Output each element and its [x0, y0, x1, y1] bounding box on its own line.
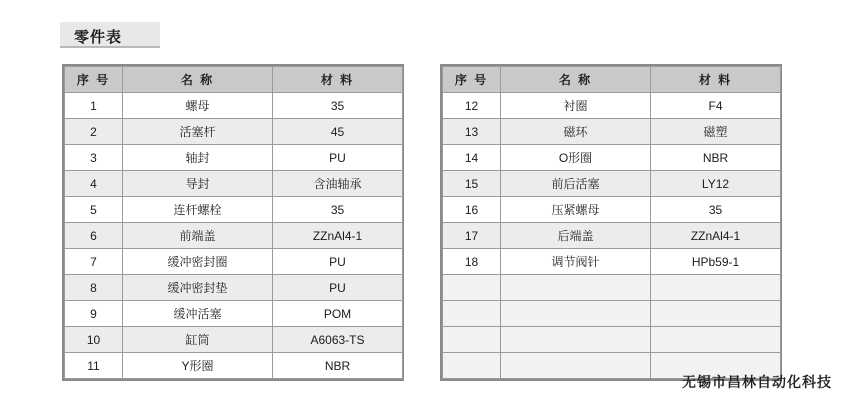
cell-material: PU: [273, 249, 403, 275]
cell-name: 导封: [123, 171, 273, 197]
cell-material: F4: [651, 93, 781, 119]
cell-material: LY12: [651, 171, 781, 197]
cell-no: 2: [65, 119, 123, 145]
parts-table-left: [64, 66, 403, 379]
cell-name: 轴封: [123, 145, 273, 171]
cell-no: [443, 353, 501, 379]
cell-no: 1: [65, 93, 123, 119]
cell-name: 后端盖: [501, 223, 651, 249]
cell-name: 前端盖: [123, 223, 273, 249]
cell-name: 缓冲密封圈: [123, 249, 273, 275]
cell-no: 4: [65, 171, 123, 197]
cell-material: PU: [273, 145, 403, 171]
cell-no: 13: [443, 119, 501, 145]
cell-material: 含油轴承: [273, 171, 403, 197]
table-row: [443, 93, 781, 119]
table-row: [65, 171, 403, 197]
cell-name: 压紧螺母: [501, 197, 651, 223]
cell-material: POM: [273, 301, 403, 327]
column-header-material: 材 料: [273, 67, 403, 93]
column-header-name: 名 称: [501, 67, 651, 93]
table-row: [65, 275, 403, 301]
cell-no: 14: [443, 145, 501, 171]
table-row: [443, 301, 781, 327]
cell-name: 连杆螺栓: [123, 197, 273, 223]
cell-no: [443, 301, 501, 327]
table-row: [65, 249, 403, 275]
table-row: [65, 301, 403, 327]
table-row: [65, 119, 403, 145]
cell-no: 17: [443, 223, 501, 249]
company-footer: 无锡市昌林自动化科技: [682, 374, 832, 390]
cell-material: 35: [273, 93, 403, 119]
cell-no: 16: [443, 197, 501, 223]
cell-name: [501, 301, 651, 327]
table-row: [443, 197, 781, 223]
cell-name: 缓冲活塞: [123, 301, 273, 327]
cell-no: 3: [65, 145, 123, 171]
cell-material: 35: [273, 197, 403, 223]
cell-no: 15: [443, 171, 501, 197]
cell-name: [501, 275, 651, 301]
cell-name: 前后活塞: [501, 171, 651, 197]
cell-material: 35: [651, 197, 781, 223]
cell-material: A6063-TS: [273, 327, 403, 353]
column-header-no: 序 号: [65, 67, 123, 93]
cell-material: HPb59-1: [651, 249, 781, 275]
table-row: [65, 327, 403, 353]
page-title: 零件表: [74, 29, 123, 46]
table-row: [443, 249, 781, 275]
cell-material: [651, 327, 781, 353]
table-row: [65, 223, 403, 249]
cell-name: O形圈: [501, 145, 651, 171]
table-row: [443, 119, 781, 145]
cell-no: 18: [443, 249, 501, 275]
cell-no: 6: [65, 223, 123, 249]
cell-name: [501, 327, 651, 353]
table-row: [443, 275, 781, 301]
cell-no: [443, 275, 501, 301]
column-header-no: 序 号: [443, 67, 501, 93]
table-row: [65, 145, 403, 171]
table-row: [443, 223, 781, 249]
cell-name: 缸筒: [123, 327, 273, 353]
table-header-row: [65, 67, 403, 93]
cell-material: NBR: [651, 145, 781, 171]
cell-name: 磁环: [501, 119, 651, 145]
cell-material: 磁塑: [651, 119, 781, 145]
cell-name: Y形圈: [123, 353, 273, 379]
cell-name: 衬圈: [501, 93, 651, 119]
cell-name: [501, 353, 651, 379]
parts-table-left-container: [62, 64, 404, 381]
parts-table-right: [442, 66, 781, 379]
column-header-name: 名 称: [123, 67, 273, 93]
table-row: [443, 171, 781, 197]
cell-material: ZZnAl4-1: [273, 223, 403, 249]
cell-material: PU: [273, 275, 403, 301]
cell-name: 螺母: [123, 93, 273, 119]
cell-no: 8: [65, 275, 123, 301]
cell-no: 10: [65, 327, 123, 353]
parts-table-right-container: [440, 64, 782, 381]
table-row: [65, 353, 403, 379]
cell-material: 45: [273, 119, 403, 145]
cell-no: 5: [65, 197, 123, 223]
cell-no: [443, 327, 501, 353]
table-row: [65, 93, 403, 119]
cell-name: 活塞杆: [123, 119, 273, 145]
cell-no: 12: [443, 93, 501, 119]
cell-material: [651, 275, 781, 301]
cell-name: 调节阀针: [501, 249, 651, 275]
cell-no: 7: [65, 249, 123, 275]
table-row: [65, 197, 403, 223]
column-header-material: 材 料: [651, 67, 781, 93]
cell-material: [651, 301, 781, 327]
cell-material: NBR: [273, 353, 403, 379]
table-header-row: [443, 67, 781, 93]
cell-no: 9: [65, 301, 123, 327]
table-row: [443, 145, 781, 171]
cell-no: 11: [65, 353, 123, 379]
cell-material: ZZnAl4-1: [651, 223, 781, 249]
table-row: [443, 327, 781, 353]
cell-name: 缓冲密封垫: [123, 275, 273, 301]
